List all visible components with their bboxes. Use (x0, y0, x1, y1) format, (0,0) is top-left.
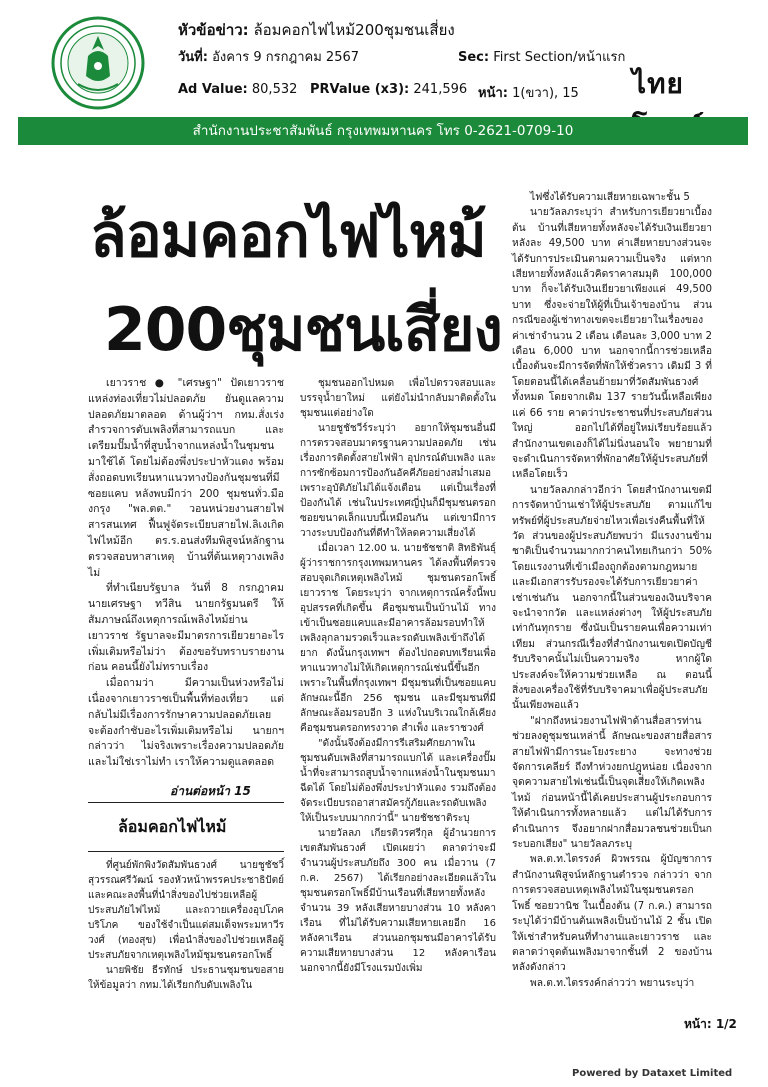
subhead-box (88, 802, 284, 852)
ad-value: 80,532 (251, 82, 298, 97)
ad-value-label: Ad Value: (178, 82, 248, 97)
section-label: Sec: (458, 50, 490, 65)
paragraph: นายวัลลภกล่าวอีกว่า โดยสำนักงานเขตมีการจัดหาบ้านเช่าให้ผู้ประสบภัย ตามแก้ไขทรัพย์ที่ผู้ประสบภัยจ่ายไหวเพื่อเร่งคืนพื้นที่ให้วัด ส่วนของผู้ประสบภัยพบว่า มีแรงงานข้ามชาติเป็นจำนวนมากกว่าคนไทยเกินกว่า 50% โดยแรงงานที่เข้าเมืองถูกต้องตามกฎหมายและมีเอกสารรับรองจะได้รับการเยียวยาค่าเช่าเช่นกัน นอกจากนี้ในส่วนของเงินบริจาคจะนำจากวัด และแหล่งต่างๆ ให้ผู้ประสบภัยเท่ากันทุกราย ซึ่งนับเป็นรายคนเพื่อความเท่าเทียม ส่วนกรณีเรื่องที่สำนักงานเขตเปิดบัญชีรับบริจาคนั้นไม่เป็นความจริง หากผู้ใดประสงค์จะให้ความช่วยเหลือ ณ ตอนนี้ สิ่งของเครื่องใช้ที่รับบริจาคมาเพื่อผู้ประสบภัยนั้นเพียงพอแล้ว (512, 483, 712, 712)
paragraph: พล.ต.ท.ไตรรงค์ ผิวพรรณ ผู้บัญชาการสำนักงานพิสูจน์หลักฐานตำรวจ กล่าวว่า จากการตรวจสอบเหตุเพลิงไหม้ในชุมชนตรอกโพธิ์ ซอยวานิช ในเบื้องต้น (7 ก.ค.) สามารถระบุได้ว่ามีบ้านต้นเพลิงเป็นบ้านไม้ 2 ชั้น เปิดให้เช่าสำหรับคนที่ทำงานและเยาวราช และตลาดว่าจุดต้นเพลิงมาจากชั้นที่ 2 ของบ้านหลังดังกล่าว (512, 853, 712, 974)
clipping-header (20, 12, 748, 117)
paragraph: ที่ศูนย์พักพิงวัดสัมพันธวงศ์ นายชูชัชวิ์ สุวรรณศรีวัฒน์ รองหัวหน้าพรรคประชาธิปัตย์ และคณะลงพื้นที่นำสิ่งของไปช่วยเหลือผู้ประสบภัยไฟไหม้ และถวายเครื่องอุปโภคบริโภค ของใช้จำเป็นแด่สมเด็จพระมหาวีรวงศ์ (ทองสุข) เพื่อนำสิ่งของไปช่วยเหลือผู้ประสบภัยจากเหตุเพลิงไหม้ชุมชนตรอกโพธิ์ (88, 860, 284, 961)
paragraph: ชุมชนออกไปหมด เพื่อไปตรวจสอบและบรรจุน้ำยาใหม่ แต่ยังไม่นำกลับมาติดตั้งในชุมชนแต่อย่างใด (300, 378, 496, 419)
article-column-1-continued (88, 858, 284, 993)
paragraph: เมื่อถามว่า มีความเป็นห่วงหรือไม่ เนื่องจากเยาวราชเป็นพื้นที่ท่องเที่ยว แต่กลับไม่มีเรื่องการรักษาความปลอดภัยเลย จะต้องกำชับอะไรเพิ่มเติมหรือไม่ นายกฯ กล่าวว่า ไม่จริงเพราะเรื่องความปลอดภัย และไม่ใช่เราไม่ทำ เราให้ความดูแลตลอด (88, 677, 284, 769)
newspaper-brand: ไทย (632, 67, 684, 100)
headline-label: หัวข้อข่าว: (178, 21, 249, 39)
page-indicator: หน้า: 1/2 (684, 1017, 737, 1031)
pr-value-label: PRValue (x3): (310, 82, 410, 97)
paragraph: นายชูชัชวีร์ระบุว่า อยากให้ชุมชนอื่นมีการตรวจสอบมาตรฐานความปลอดภัย เช่น เรื่องการติดตั้งสายไฟฟ้า อุปกรณ์ดับเพลิง และการซักซ้อมการป้องกันอัคคีภัยอย่างสม่ำเสมอ เพราะอุบัติภัยไม่ได้แจ้งเตือน แต่เป็นเรื่องที่ป้องกันได้ เช่นในประเทศญี่ปุ่นก็มีชุมชนตรอกซอยขนาดเล็กแบบนี้เหมือนกัน แต่เขามีการวางระบบป้องกันที่ดีทำให้ลดความเสี่ยงได้ (300, 423, 496, 539)
pr-value-row (310, 82, 467, 97)
powered-by: Powered by Dataxet Limited (572, 1068, 733, 1079)
date-row (178, 46, 359, 67)
headline-row (178, 18, 455, 42)
bma-seal-logo (48, 16, 148, 110)
headline-value: ล้อมคอกไฟไหม้200ชุมชนเสี่ยง (253, 21, 455, 39)
continue-reference: อ่านต่อหน้า 15 (170, 784, 251, 798)
ad-value-row (178, 82, 297, 97)
pr-value: 241,596 (413, 82, 468, 97)
paragraph: ไฟซึ่งได้รับความเสียหายเฉพาะชั้น 5 (530, 191, 690, 203)
date-label: วันที่: (178, 50, 208, 65)
paragraph: พล.ต.ท.ไตรรงค์กล่าวว่า พยานระบุว่า (530, 976, 695, 989)
agency-bar: สำนักงานประชาสัมพันธ์ กรุงเทพมหานคร โทร 0-2621-0709-10 (18, 117, 748, 145)
paragraph: นายพิชัย ธีรทักษ์ ประธานชุมชนขอสาย ให้ข้อมูลว่า กทม.ได้เรียกกับดับเพลิงใน (88, 965, 284, 991)
section-value: First Section/หน้าแรก (493, 50, 626, 65)
section-row (458, 46, 625, 67)
date-value: อังคาร 9 กรกฎาคม 2567 (212, 50, 360, 65)
paragraph: เมื่อเวลา 12.00 น. นายชัชชาติ สิทธิพันธุ์ ผู้ว่าราชการกรุงเทพมหานคร ได้ลงพื้นที่ตรวจสอบจุดเกิดเหตุเพลิงไหม้ ชุมชนตรอกโพธิ์ เยาวราช โดยระบุว่า จากเหตุการณ์ครั้งนี้พบอุปสรรคที่เกิดขึ้น คือชุมชนเป็นบ้านไม้ ทางเข้าเป็นซอยแคบและมีอาคารล้อมรอบทำให้เพลิงลุกลามรวดเร็วและรถดับเพลิงเข้าถึงได้ยาก ดังนั้นกรุงเทพฯ ต้องไปถอดบทเรียนเพื่อหาแนวทางไม่ให้เกิดเหตุการณ์เช่นนี้ขึ้นอีก เพราะในพื้นที่กรุงเทพฯ มีชุมชนที่เป็นซอยแคบ ลักษณะนี้อีก 256 ชุมชน และมีชุมชนที่มีลักษณะล้อมรอบอีก 3 แห่งในบริเวณใกล้เคียง คือชุมชนตรอกทรงวาด สำเพ็ง และราชวงศ์ (300, 543, 496, 734)
page-label: หน้า: (478, 86, 508, 101)
article-column-3 (512, 190, 712, 991)
article-title-line2: 200ชุมชนเสี่ยง (104, 295, 502, 365)
article-title-line1: ล้อมคอกไฟไหม้ (90, 201, 486, 271)
paragraph: นายวัลลภ เกียรติวรศรีกุล ผู้อำนวยการเขตสัมพันธวงศ์ เปิดเผยว่า ตลาดว่าจะมีจำนวนผู้ประสบภัยถึง 300 คน เมื่อวาน (7 ก.ค. 2567) ได้เรียกอย่างละเอียดแล้วในชุมชนตรอกโพธิ์มีบ้านเรือนที่เสียหายทั้งหลังจำนวน 39 หลังเสียหายบางส่วน 10 หลังคาเรือน ที่ไม่ได้รับความเสียหายเลยอีก 16 หลังคาเรือน ส่วนนอกชุมชนมีอาคารได้รับความเสียหายบางส่วน 12 หลังคาเรือน นอกจากนี้ยังมีโรงแรมบังเพิ่ม (300, 828, 496, 974)
paragraph: "ดังนั้นจึงต้องมีการรีเสริมศักยภาพในชุมชนดับเพลิงที่สามารถแบกได้ และเครื่องปั๊มน้ำที่จะสามารถสูบน้ำจากแหล่งน้ำในชุมชนมาฉีดได้ โดยไม่ต้องพึ่งประปาหัวแดง รวมถึงต้องจัดระเบียบรถอาสาสมัครกู้ภัยและรถดับเพลิงให้เป็นระบบมากกว่านี้" นายชัชชาติระบุ (300, 738, 496, 824)
article-column-1 (88, 376, 284, 771)
paragraph: นายวัลลภระบุว่า สำหรับการเยียวยาเบื้องต้น บ้านที่เสียหายทั้งหลังจะได้รับเงินเยียวยาหลังละ 49,500 บาท ค่าเสียหายบางส่วนจะได้รับการประเมินตามความเป็นจริง แต่หากเสียหายทั้งหลังแล้วคิดราคาสมมุติ 100,000 บาท ก็จะได้รับเงินเยียวยาเพียงแค่ 49,500 บาท ซึ่งจะจ่ายให้ผู้ที่เป็นเจ้าของบ้าน ส่วนกรณีของผู้เช่าทางเขตจะเยียวยาในเรื่องของค่าเช่าจำนวน 2 เดือน เดือนละ 3,000 บาท 2 เดือน 6,000 บาท นอกจากนี้การช่วยเหลือเบื้องต้นจะมีการจัดที่พักให้ชั่วคราว เดิมมี 3 ที่ โดยตอนนี้ได้เคลื่อนย้ายมาที่วัดสัมพันธวงศ์ทั้งหมด โดยจากเดิม 137 รายวันนี้เหลือเพียงแค่ 66 ราย คาดว่าประชาชนที่ประสบภัยส่วนใหญ่ ออกไปได้ที่อยู่ใหม่เรียบร้อยแล้ว สำนักงานเขตเองก็ได้ไม่นิ่งนอนใจ พยายามที่จะดำเนินการจัดหาที่พักอาศัยให้ผู้ประสบภัยที่เหลือโดยเร็ว (512, 206, 712, 481)
page-value: 1(ขวา), 15 (512, 86, 579, 101)
subhead-title: ล้อมคอกไฟไหม้ (118, 817, 227, 836)
article-column-2 (300, 376, 496, 976)
paragraph: เยาวราช ● "เศรษฐา" ปัดเยาวราชแหล่งท่องเที่ยวไม่ปลอดภัย ยันดูแลความปลอดภัยมาตลอด ด้านผู้ว่าฯ กทม.สั่งเร่งสำรวจการดับเพลิงที่สามารถแบก และเตรียมปั๊มน้ำที่สูบน้ำจากแหล่งน้ำในชุมชนมาใช้ได้ โดยไม่ต้องพึ่งประปาหัวแดง พร้อมสั่งถอดบทเรียนหาแนวทางป้องกันชุมชนที่มีซอยแคบ หลังพบมีกว่า 200 ชุมชนทั่ว.มืองกรุง "พล.ตต." วอนหน่วยงานสายไฟสารสนเทศ ฟื้นฟูจัดระเบียบสายไฟ.ลิเงเกิดไฟไหม้อีก ตร.ร.อนส่งทีมพิสูจน์หลักฐานตรวจสอบหาสาเหตุ บ้านที่ต้นเหตุวางเพลิงไม่ (88, 377, 284, 579)
paragraph: "ฝากถึงหน่วยงานไฟฟ้าด้านสื่อสารท่านช่วยลงดูชุมชนเหล่านี้ ลักษณะของสายสื่อสารสายไฟฟ้ามีการนะโยงระยาง จะทางช่วยจัดการเคลียร์ ถึงทำห่วงยกปฎูหน่อย เนื่องจากจุดความสายไฟเช่นนี้เป็นจุดเสี่ยงให้เกิดเพลิงไหม้ ก่อนหน้านี้ได้เคยประสานผู้ประกอบการให้ดำเนินการทั้งหลายแล้ว แต่ไม่ได้รับการดำเนินการ จึงอยากฝากสื่อมวลชนช่วยเป็นกระบอกเสียง" นายวัลลภระบุ (512, 714, 712, 851)
page-row (478, 82, 579, 103)
paragraph: ที่ทำเนียบรัฐบาล วันที่ 8 กรกฎาคม นายเศรษฐา ทวีสิน นายกรัฐมนตรี ให้สัมภาษณ์ถึงเหตุการณ์เพลิงไหม้ย่านเยาวราช รัฐบาลจะมีมาตรการเยียวยาอะไรเพิ่มเติมหรือไม่ว่า ต้องขอรับทราบรายงานก่อน คอนนี้ยังไม่ทราบเรื่อง (88, 582, 284, 674)
